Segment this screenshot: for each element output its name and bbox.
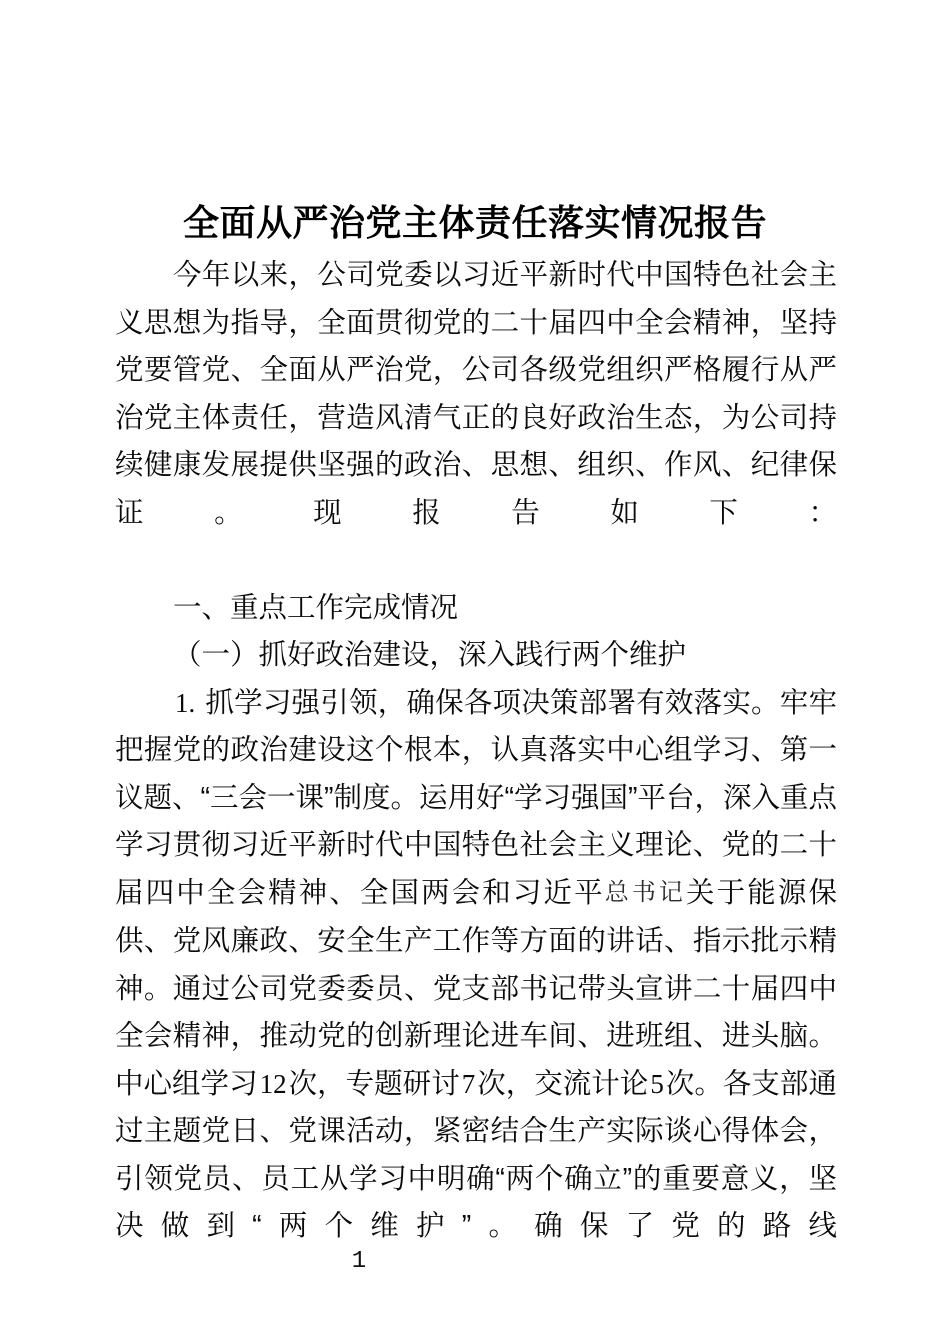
inline-number: 7 (461, 1068, 476, 1099)
heading-section-one: 一、重点工作完成情况 (173, 591, 459, 624)
page-title: 全面从严治党主体责任落实情况报告 (182, 202, 767, 244)
page-number-footer: 1 (351, 1248, 367, 1275)
inline-number: 1. (175, 687, 196, 718)
paragraph-intro: 今年以来，公司党委以习近平新时代中国特色社会主义思想为指导，全面贯彻党的二十届四中全会精神，坚持党要管党、全面从严治党，公司各级党组织严格履行从严治党主体责任，营造风清气正的良好政治生态，为公司持续健康发展提供坚强的政治、思想、组织、作风、纪律保证。现报告如下： (115, 259, 837, 529)
document-body (115, 252, 837, 1298)
paragraph-item-1: 1. 抓学习强引领，确保各项决策部署有效落实。牢牢把握党的政治建设这个根本，认真落实中心组学习、第一议题、“三会一课”制度。运用好“学习强国”平台，深入重点学习贯彻习近平新时代中国特色社会主义理论、党的二十届四中全会精神、全国两会和习近平总书记关于能源保供、党风廉政、安全生产工作等方面的讲话、指示批示精神。通过公司党委委员、党支部书记带头宣讲二十届四中全会精神，推动党的创新理论进车间、进班组、进头脑。中心组学习12次，专题研讨7次，交流计论5次。各支部通过主题党日、党课活动，紧密结合生产实际谈心得体会，引领党员、员工从学习中明确“两个确立”的重要意义，坚决做到“两个维护”。确保了党的路线 (115, 686, 837, 1242)
heading-subsection-one: （一）抓好政治建设，深入践行两个维护 (173, 639, 687, 671)
inline-number: 12 (259, 1068, 287, 1099)
substituted-font-run: 总书记 (604, 877, 687, 906)
inline-number: 5 (650, 1068, 664, 1099)
